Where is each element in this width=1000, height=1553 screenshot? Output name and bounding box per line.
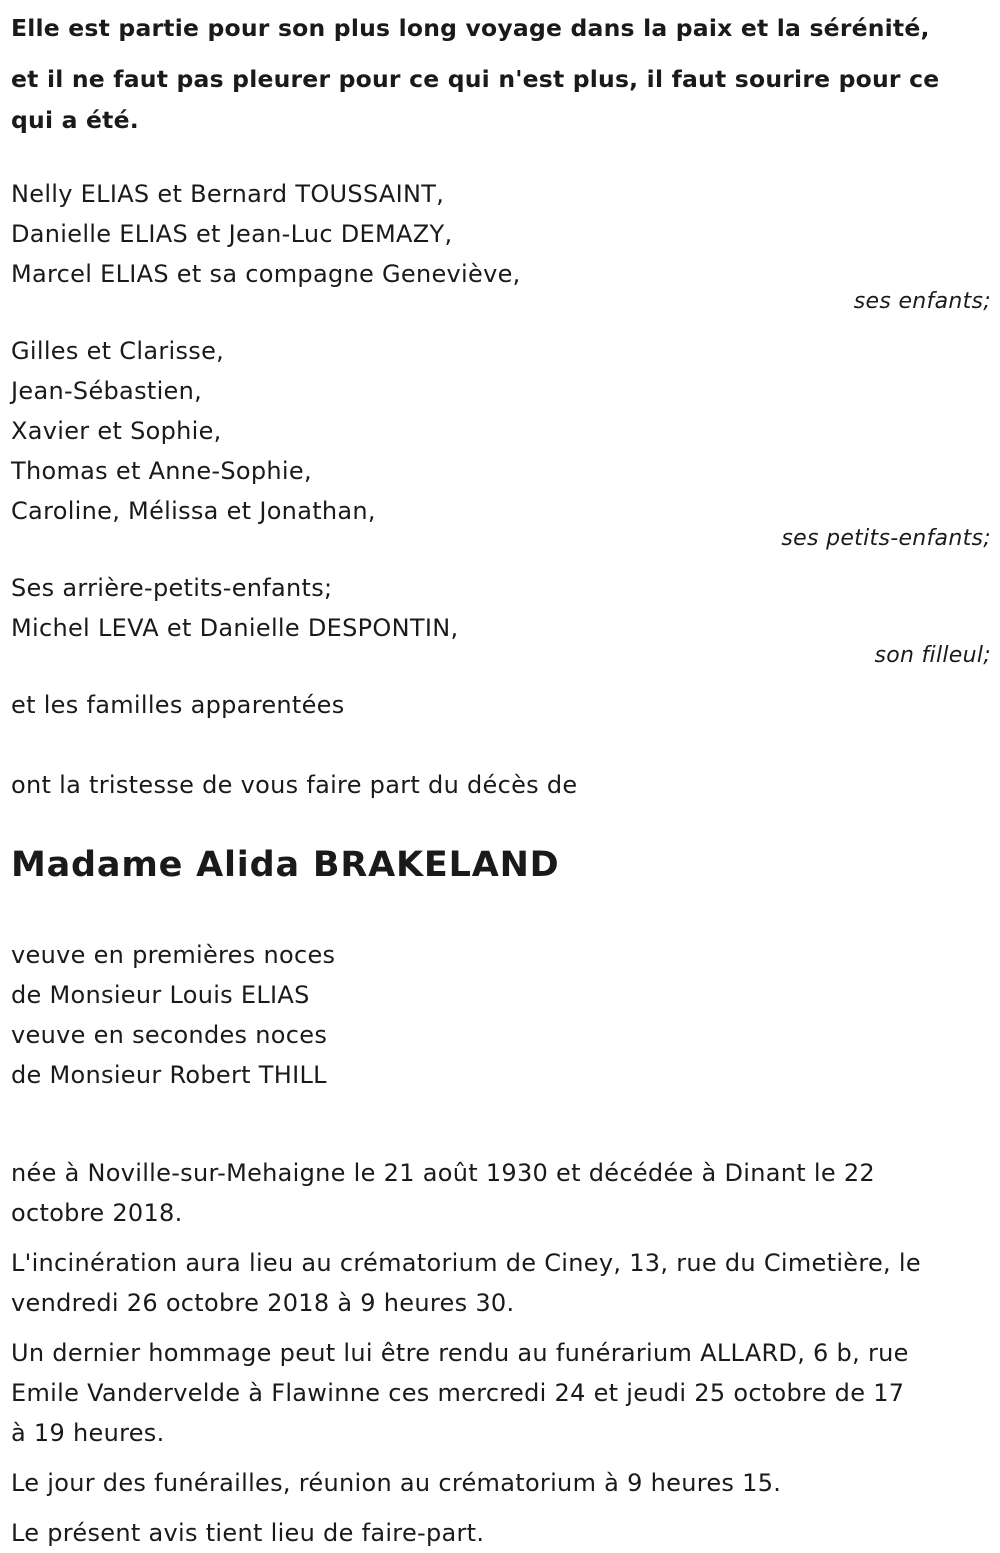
detail-line: à 19 heures. — [11, 1419, 165, 1447]
detail-line: Emile Vandervelde à Flawinne ces mercredi 24 et jeudi 25 octobre de 17 — [11, 1379, 905, 1407]
epigraph — [11, 0, 991, 140]
deceased-name: Madame Alida BRAKELAND — [11, 845, 560, 885]
cremation-paragraph — [11, 1243, 991, 1323]
mourner-name: Xavier et Sophie, — [11, 417, 222, 445]
mourners-section — [11, 174, 991, 805]
detail-line: vendredi 26 octobre 2018 à 9 heures 30. — [11, 1289, 515, 1317]
mourner-name: Thomas et Anne-Sophie, — [11, 457, 312, 485]
detail-line: Le présent avis tient lieu de faire-part. — [11, 1519, 485, 1547]
tribute-paragraph — [11, 1333, 991, 1453]
epigraph-line: Elle est partie pour son plus long voyage dans la paix et la sérénité, — [11, 14, 930, 42]
mourner-name: Michel LEVA et Danielle DESPONTIN, — [11, 614, 459, 642]
detail-line: Un dernier hommage peut lui être rendu au funérarium ALLARD, 6 b, rue — [11, 1339, 909, 1367]
mourner-name: Gilles et Clarisse, — [11, 337, 225, 365]
epigraph-line: qui a été. — [11, 106, 139, 134]
meeting-paragraph — [11, 1463, 991, 1503]
birth-death-paragraph — [11, 1153, 991, 1233]
widowhood-line: veuve en secondes noces — [11, 1021, 328, 1049]
details-section — [11, 1153, 991, 1553]
detail-line: octobre 2018. — [11, 1199, 183, 1227]
mourner-name: Caroline, Mélissa et Jonathan, — [11, 497, 376, 525]
detail-line: L'incinération aura lieu au crématorium de Ciney, 13, rue du Cimetière, le — [11, 1249, 921, 1277]
families-line: et les familles apparentées — [11, 691, 345, 719]
mourner-name: Nelly ELIAS et Bernard TOUSSAINT, — [11, 180, 445, 208]
notice-paragraph — [11, 1513, 991, 1553]
widowhood-section — [11, 935, 991, 1095]
relation-label: son filleul; — [874, 643, 991, 668]
mourner-name: Jean-Sébastien, — [11, 377, 203, 405]
detail-line: née à Noville-sur-Mehaigne le 21 août 1930 et décédée à Dinant le 22 — [11, 1159, 875, 1187]
relation-label: ses enfants; — [853, 289, 991, 314]
widowhood-line: veuve en premières noces — [11, 941, 336, 969]
obituary-notice — [11, 0, 991, 1553]
children-group — [11, 174, 991, 314]
widowhood-line: de Monsieur Louis ELIAS — [11, 981, 310, 1009]
detail-line: Le jour des funérailles, réunion au crématorium à 9 heures 15. — [11, 1469, 782, 1497]
epigraph-line: et il ne faut pas pleurer pour ce qui n'est plus, il faut sourire pour ce — [11, 65, 940, 93]
announcement-line: ont la tristesse de vous faire part du décès de — [11, 771, 578, 799]
mourner-name: Danielle ELIAS et Jean-Luc DEMAZY, — [11, 220, 453, 248]
mourner-name: Ses arrière-petits-enfants; — [11, 574, 333, 602]
widowhood-line: de Monsieur Robert THILL — [11, 1061, 327, 1089]
godson-group — [11, 568, 991, 668]
mourner-name: Marcel ELIAS et sa compagne Geneviève, — [11, 260, 521, 288]
relation-label: ses petits-enfants; — [781, 526, 991, 551]
grandchildren-group — [11, 331, 991, 551]
